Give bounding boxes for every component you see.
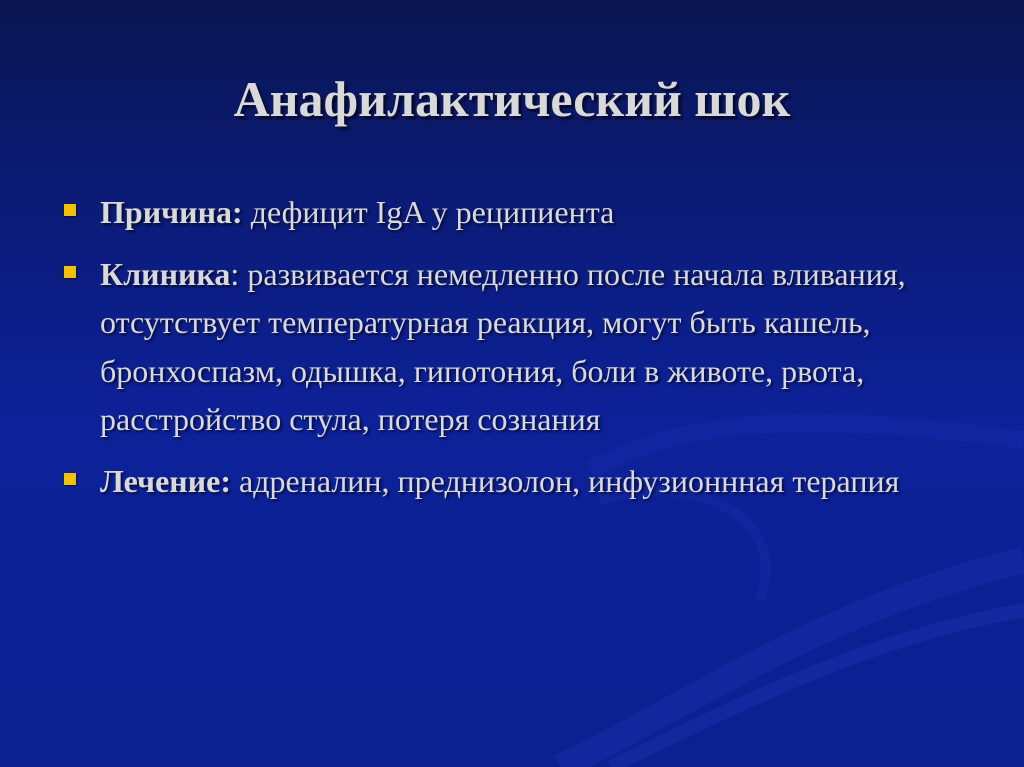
bullet-term: Лечение: (100, 462, 232, 499)
bullet-cause (60, 188, 800, 237)
bullet-text: : развивается немедленно после начала вливания, отсутствует температурная реакция, могут быть кашель, бронхоспазм, одышка, гипотония, боли в животе, рвота, расстройство стула, потеря сознания (100, 255, 906, 437)
bullet-term: Клиника (100, 255, 231, 292)
square-bullet-icon (64, 266, 76, 278)
bullet-list (60, 188, 980, 518)
square-bullet-icon (64, 204, 76, 216)
bullet-term: Причина: (100, 194, 243, 230)
slide-title: Анафилактический шок (233, 71, 791, 127)
bullet-clinic (60, 250, 980, 444)
bullet-treatment (60, 457, 980, 506)
bullet-text: дефицит IgA у реципиента (242, 194, 615, 230)
square-bullet-icon (64, 473, 76, 485)
bullet-text: адреналин, преднизолон, инфузионнная терапия (231, 462, 900, 499)
